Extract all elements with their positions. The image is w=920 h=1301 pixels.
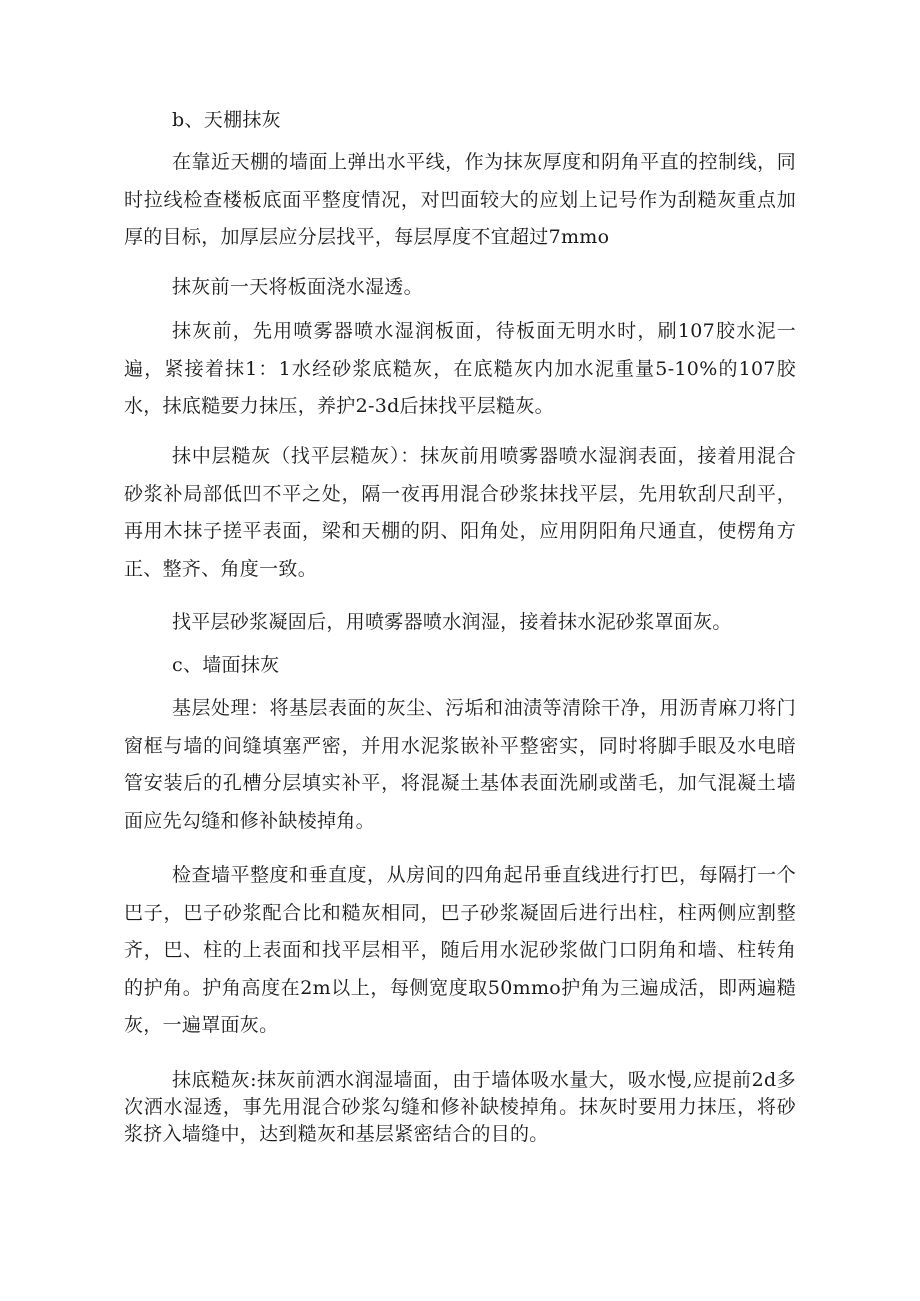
paragraph-wet-board: 抹灰前一天将板面浇水湿透。: [172, 276, 423, 298]
paragraph-finish-coat: 找平层砂浆凝固后，用喷雾器喷水润湿，接着抹水泥砂浆罩面灰。: [172, 611, 732, 633]
paragraph-middle-coat: 抹中层糙灰（找平层糙灰）：抹灰前用喷雾器喷水湿润表面，接着用混合砂浆补局部低凹不平之处，隔一夜再用混合砂浆抹找平层，先用软刮尺刮平，再用木抹子搓平表面，梁和天棚的阴、阳角处，应用阴阳角尺通直，使楞角方正、整齐、角度一致。: [124, 445, 796, 580]
section-heading-ceiling: b、天棚抹灰: [172, 109, 281, 131]
paragraph-substrate-treatment: 基层处理：将基层表面的灰尘、污垢和油渍等清除干净，用沥青麻刀将门窗框与墙的间缝填塞严密，并用水泥浆嵌补平整密实，同时将脚手眼及水电暗管安装后的孔槽分层填实补平，将混凝土基体表面洗刷或凿毛，加气混凝土墙面应先勾缝和修补缺棱掉角。: [124, 697, 796, 832]
paragraph-base-coat: 抹灰前，先用喷雾器喷水湿润板面，待板面无明水时，刷107胶水泥一遍，紧接着抹1：1水经砂浆底糙灰，在底糙灰内加水泥重量5-10%的107胶水，抹底糙要力抹压，养护2-3d后抹找平层糙灰。: [124, 320, 796, 417]
paragraph-bottom-coat: 抹底糙灰:抹灰前洒水润湿墙面，由于墙体吸水量大，吸水慢,应提前2d多次洒水湿透，事先用混合砂浆勾缝和修补缺棱掉角。抹灰时要用力抹压，将砂浆挤入墙缝中，达到糙灰和基层紧密结合的目的。: [124, 1069, 796, 1145]
paragraph-control-line: 在靠近天棚的墙面上弹出水平线，作为抹灰厚度和阴角平直的控制线，同时拉线检查楼板底面平整度情况，对凹面较大的应划上记号作为刮糙灰重点加厚的目标，加厚层应分层找平，每层厚度不宜超过7mmo: [124, 151, 796, 248]
paragraph-flatness-check: 检查墙平整度和垂直度，从房间的四角起吊垂直线进行打巴，每隔打一个巴子，巴子砂浆配合比和糙灰相同，巴子砂浆凝固后进行出柱，柱两侧应割整齐，巴、柱的上表面和找平层相平，随后用水泥砂浆做门口阴角和墙、柱转角的护角。护角高度在2m以上，每侧宽度取50mmo护角为三遍成活，即两遍糙灰，一遍罩面灰。: [124, 864, 796, 1036]
section-heading-wall: c、墙面抹灰: [172, 654, 280, 676]
